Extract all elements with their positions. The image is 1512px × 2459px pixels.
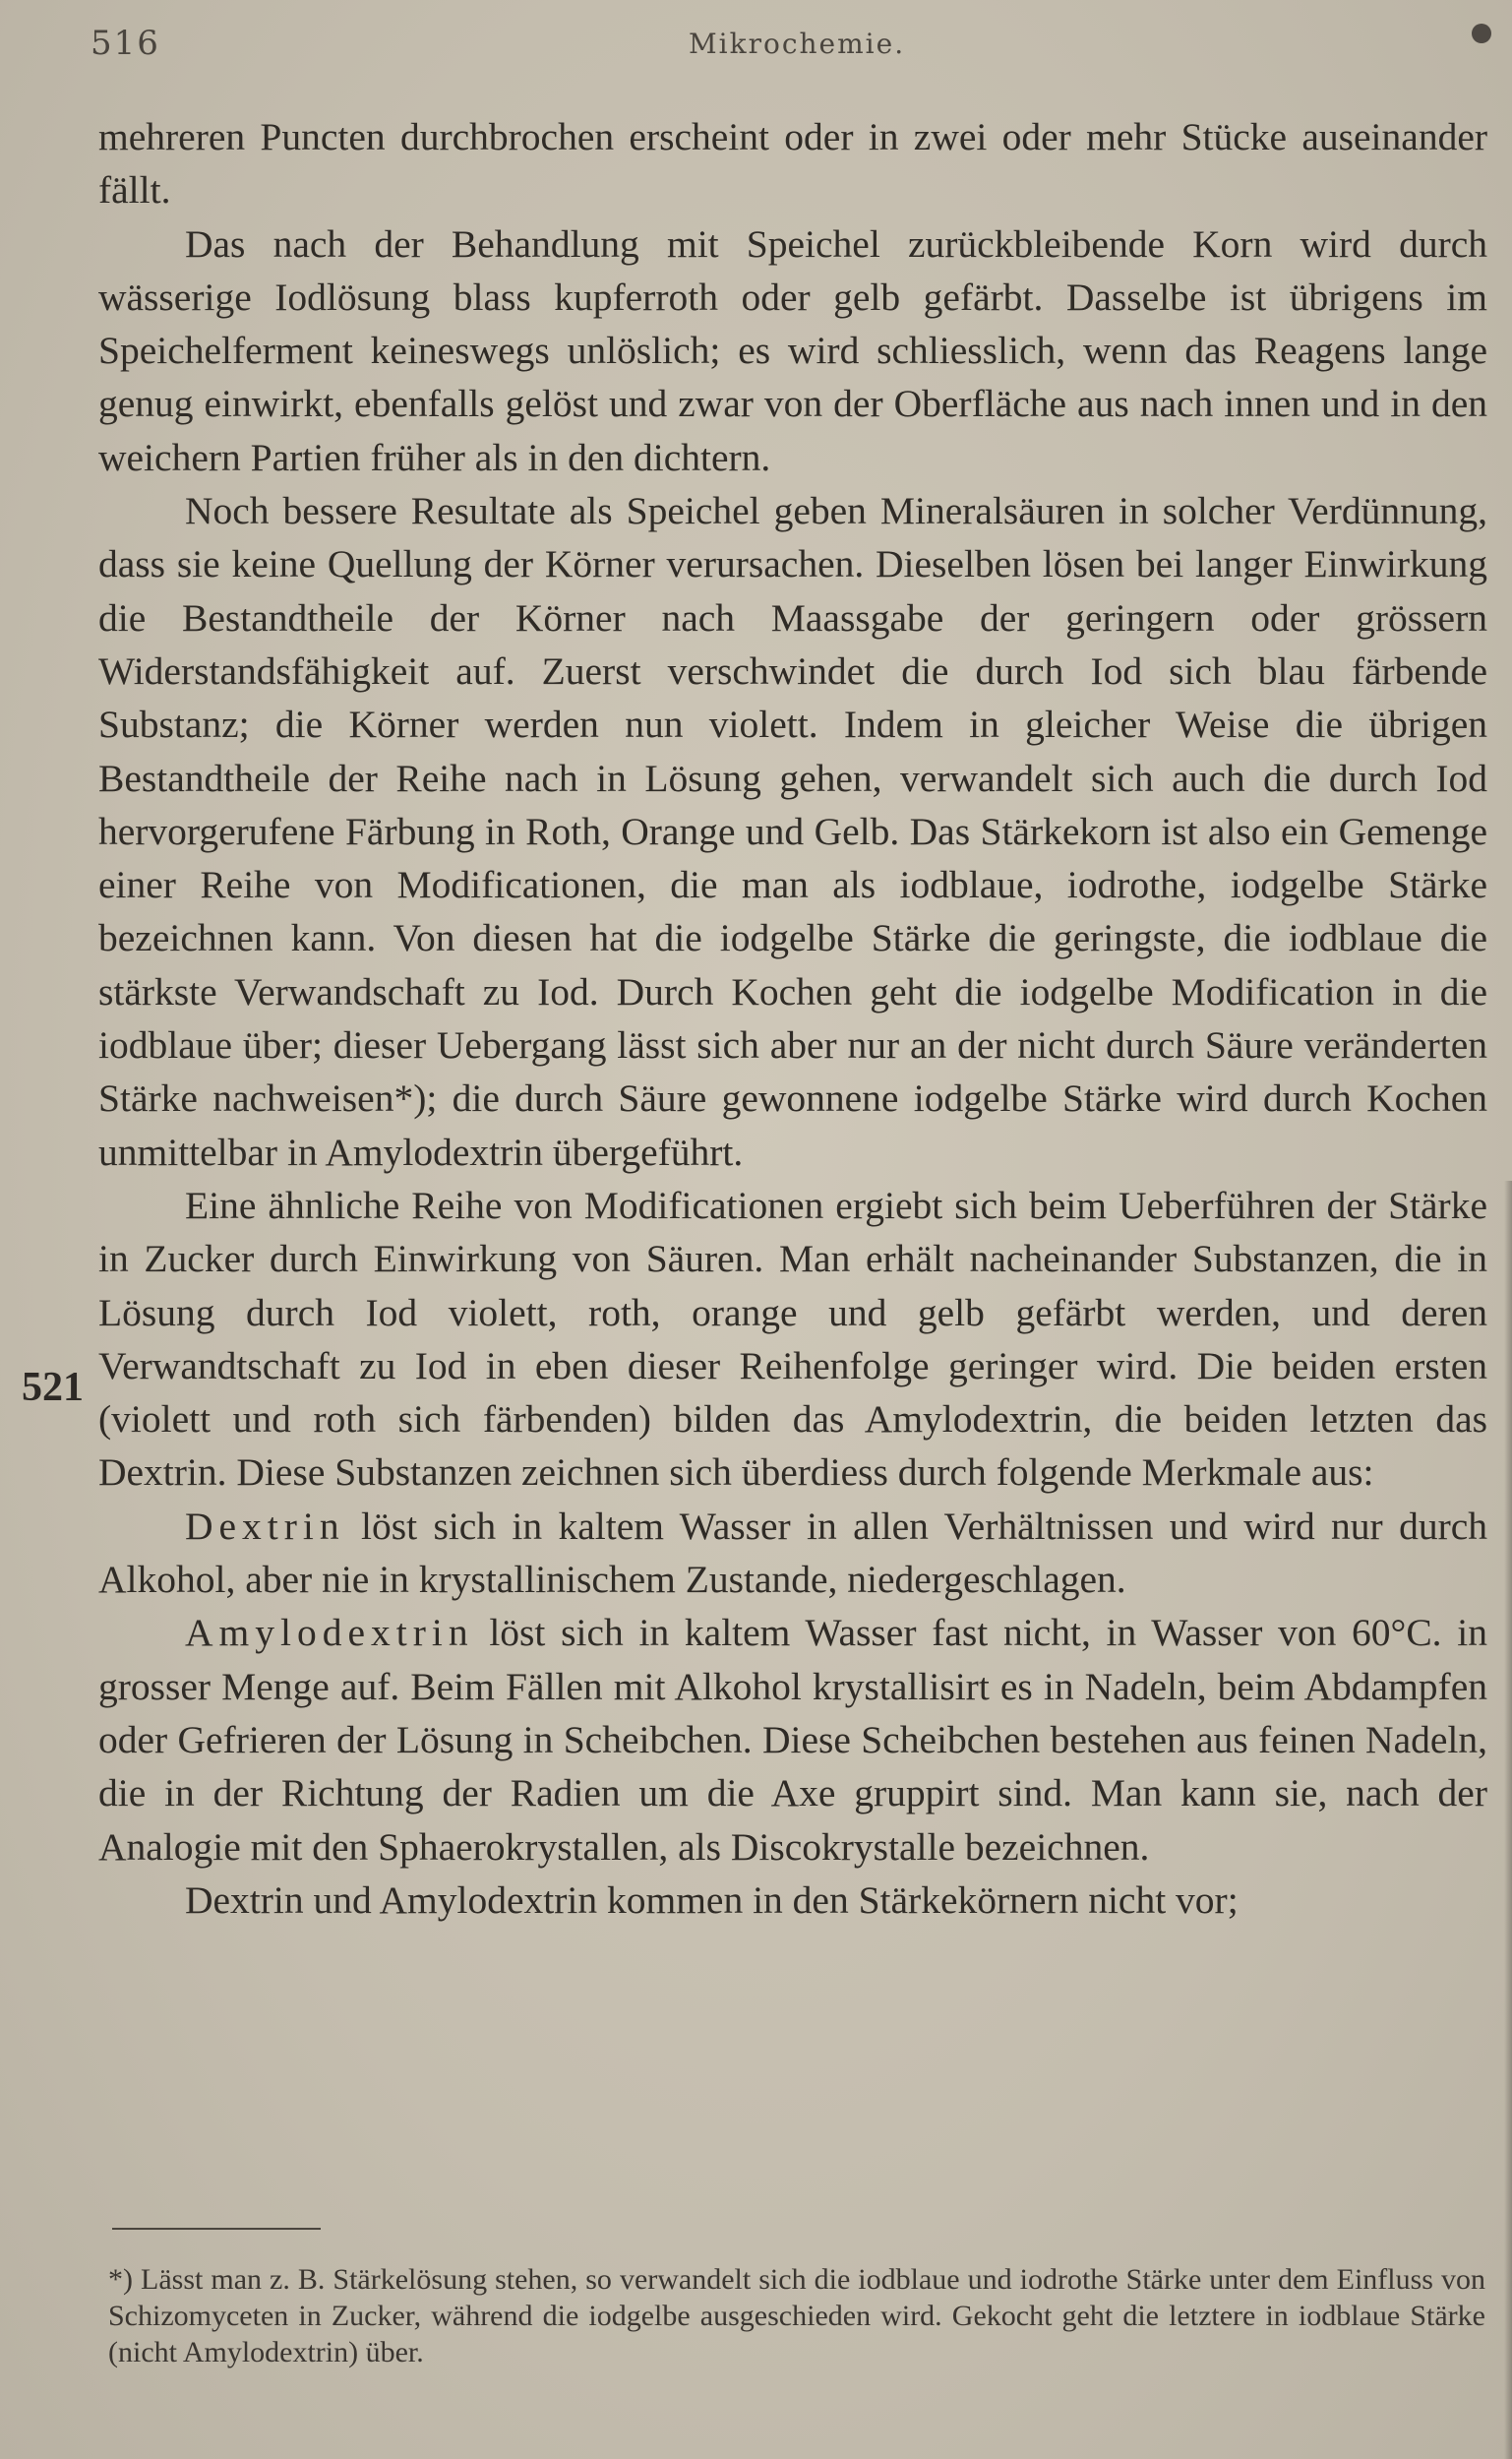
amylodextrin-text: löst sich in kaltem Wasser fast nicht, in Wasser von 60°C. in grosser Menge auf. Beim Fällen mit Alkohol krystallisirt es in Nadeln, beim Abdampfen oder Gefrieren der Lösung in Scheibchen. Diese Scheibchen bestehen aus feinen Nadeln, die in der Richtung der Radien um die Axe gruppirt sind. Man kann sie, nach der Analogie mit den Sphaerokrystallen, als Discokrystalle bezeichnen. xyxy=(98,1611,1487,1869)
footnote-divider xyxy=(112,2228,321,2230)
paragraph-dextrin xyxy=(98,1500,1487,1607)
margin-section-number: 521 xyxy=(22,1365,84,1410)
footnote: *) Lässt man z. B. Stärkelösung stehen, so verwandelt sich die iodblaue und iodrothe Stärke unter dem Einfluss von Schizomyceten in Zucker, während die iodgelbe ausgeschieden wird. Gekocht geht die letztere in iodblaue Stärke (nicht Amylodextrin) über. xyxy=(108,2263,1485,2368)
ink-spot xyxy=(1472,24,1491,43)
paragraph-last-line: Dextrin und Amylodextrin kommen in den Stärkekörnern nicht vor; xyxy=(185,1877,1239,1922)
paragraph-modifications: Eine ähnliche Reihe von Modificationen ergiebt sich beim Ueberführen der Stärke in Zucker durch Einwirkung von Säuren. Man erhält nacheinander Substanzen, die in Lösung durch Iod violett, roth, orange und gelb gefärbt werden, und deren Verwandtschaft zu Iod in eben dieser Reihenfolge geringer wird. Die beiden ersten (violett und roth sich färbenden) bilden das Amylodextrin, die beiden letzten das Dextrin. Diese Substanzen zeichnen sich überdiess durch folgende Merkmale aus: xyxy=(98,1183,1487,1495)
paragraph-amylodextrin xyxy=(98,1606,1487,1873)
running-title: Mikrochemie. xyxy=(689,28,906,60)
paragraph-continuation: mehreren Puncten durchbrochen erscheint oder in zwei oder mehr Stücke auseinander fällt. xyxy=(98,115,1487,213)
page-number: 516 xyxy=(91,24,160,63)
main-text xyxy=(98,110,1487,1927)
page-edge-shadow xyxy=(1504,1181,1512,2459)
dextrin-text: löst sich in kaltem Wasser in allen Verhältnissen und wird nur durch Alkohol, aber nie in krystallinischem Zustande, niedergeschlagen. xyxy=(98,1504,1487,1602)
paragraph-mineral-acids: Noch bessere Resultate als Speichel geben Mineralsäuren in solcher Verdünnung, dass sie keine Quellung der Körner verursachen. Dieselben lösen bei langer Einwirkung die Bestandtheile der Körner nach Maassgabe der geringern oder grössern Widerstandsfähigkeit auf. Zuerst verschwindet die durch Iod sich blau färbende Substanz; die Körner werden nun violett. Indem in gleicher Weise die übrigen Bestandtheile der Reihe nach in Lösung gehen, verwandelt sich auch die durch Iod hervorgerufene Färbung in Roth, Orange und Gelb. Das Stärkekorn ist also ein Gemenge einer Reihe von Modificationen, die man als iodblaue, iodrothe, iodgelbe Stärke bezeichnen kann. Von diesen hat die iodgelbe Stärke die geringste, die iodblaue die stärkste Verwandschaft zu Iod. Durch Kochen geht die iodgelbe Modification in die iodblaue über; dieser Uebergang lässt sich aber nur an der nicht durch Säure veränderten Stärke nachweisen*); die durch Säure gewonnene iodgelbe Stärke wird durch Kochen unmittelbar in Amylodextrin übergeführt. xyxy=(98,489,1487,1174)
term-dextrin: Dextrin xyxy=(185,1504,345,1548)
term-amylodextrin: Amylodextrin xyxy=(185,1611,474,1655)
paragraph-saliva: Das nach der Behandlung mit Speichel zurückbleibende Korn wird durch wässerige Iodlösung blass kupferroth oder gelb gefärbt. Dasselbe ist übrigens im Speichelferment keineswegs unlöslich; es wird schliesslich, wenn das Reagens lange genug einwirkt, ebenfalls gelöst und zwar von der Oberfläche aus nach innen und in den weichern Partien früher als in den dichtern. xyxy=(98,221,1487,479)
page-header xyxy=(91,24,1487,67)
